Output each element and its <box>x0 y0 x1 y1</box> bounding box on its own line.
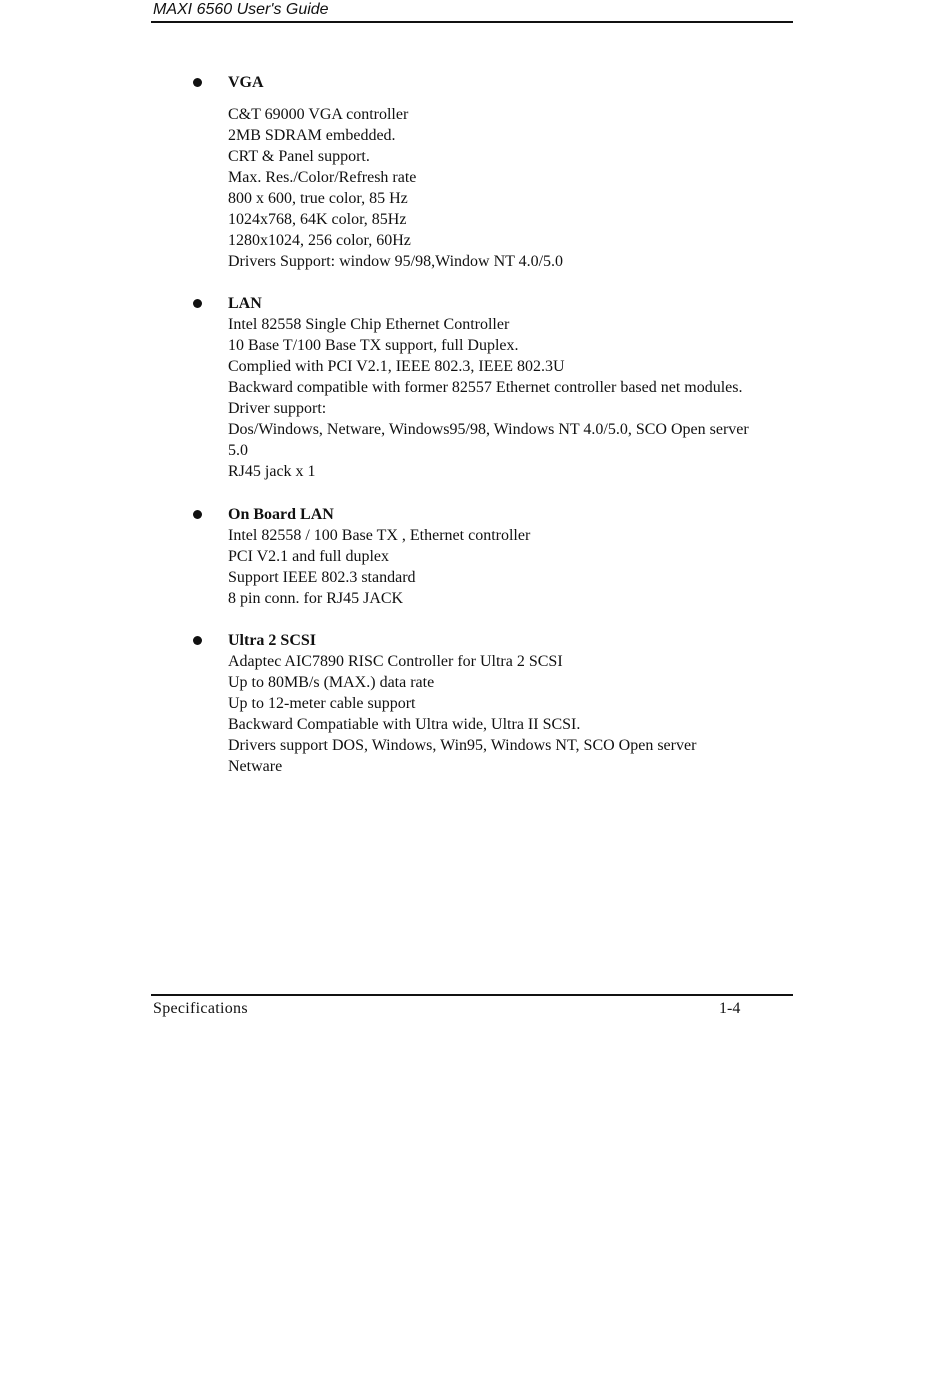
section-title: VGA <box>228 74 264 91</box>
spec-line: Up to 80MB/s (MAX.) data rate <box>228 674 435 691</box>
spec-line: Netware <box>228 758 283 775</box>
spec-line: Backward Compatiable with Ultra wide, Ultra II SCSI. <box>228 716 581 733</box>
section-lines <box>228 314 798 482</box>
spec-line: CRT & Panel support. <box>228 148 370 165</box>
bullet-icon <box>193 78 202 87</box>
spec-line: Max. Res./Color/Refresh rate <box>228 169 417 186</box>
spec-line: Intel 82558 / 100 Base TX , Ethernet controller <box>228 527 531 544</box>
spec-line: 8 pin conn. for RJ45 JACK <box>228 590 404 607</box>
section-lines <box>228 651 798 777</box>
spec-line: 5.0 <box>228 442 248 459</box>
section-lines <box>228 525 798 609</box>
spec-line: Intel 82558 Single Chip Ethernet Controller <box>228 316 510 333</box>
spec-line: 10 Base T/100 Base TX support, full Duplex. <box>228 337 519 354</box>
spec-line: 1280x1024, 256 color, 60Hz <box>228 232 411 249</box>
footer-page-number: 1-4 <box>719 1000 741 1017</box>
spec-line: Drivers support DOS, Windows, Win95, Windows NT, SCO Open server <box>228 737 697 754</box>
header-divider <box>151 21 793 23</box>
section-title: Ultra 2 SCSI <box>228 632 317 649</box>
page-header-title: MAXI 6560 User's Guide <box>153 1 329 18</box>
section-lines <box>228 104 798 272</box>
spec-line: 800 x 600, true color, 85 Hz <box>228 190 408 207</box>
spec-line: Dos/Windows, Netware, Windows95/98, Windows NT 4.0/5.0, SCO Open server <box>228 421 749 438</box>
bullet-icon <box>193 636 202 645</box>
bullet-icon <box>193 299 202 308</box>
spec-line: Up to 12-meter cable support <box>228 695 416 712</box>
spec-line: 1024x768, 64K color, 85Hz <box>228 211 407 228</box>
spec-line: Driver support: <box>228 400 327 417</box>
spec-line: PCI V2.1 and full duplex <box>228 548 390 565</box>
spec-line: C&T 69000 VGA controller <box>228 106 409 123</box>
spec-line: RJ45 jack x 1 <box>228 463 316 480</box>
section-title: LAN <box>228 295 262 312</box>
section-title: On Board LAN <box>228 506 334 523</box>
spec-line: Drivers Support: window 95/98,Window NT 4.0/5.0 <box>228 253 564 270</box>
bullet-icon <box>193 510 202 519</box>
spec-line: Support IEEE 802.3 standard <box>228 569 416 586</box>
spec-line: 2MB SDRAM embedded. <box>228 127 396 144</box>
spec-line: Adaptec AIC7890 RISC Controller for Ultra 2 SCSI <box>228 653 563 670</box>
spec-line: Backward compatible with former 82557 Ethernet controller based net modules. <box>228 379 743 396</box>
footer-section-name: Specifications <box>153 1000 248 1017</box>
spec-line: Complied with PCI V2.1, IEEE 802.3, IEEE 802.3U <box>228 358 565 375</box>
footer-divider <box>151 994 793 996</box>
